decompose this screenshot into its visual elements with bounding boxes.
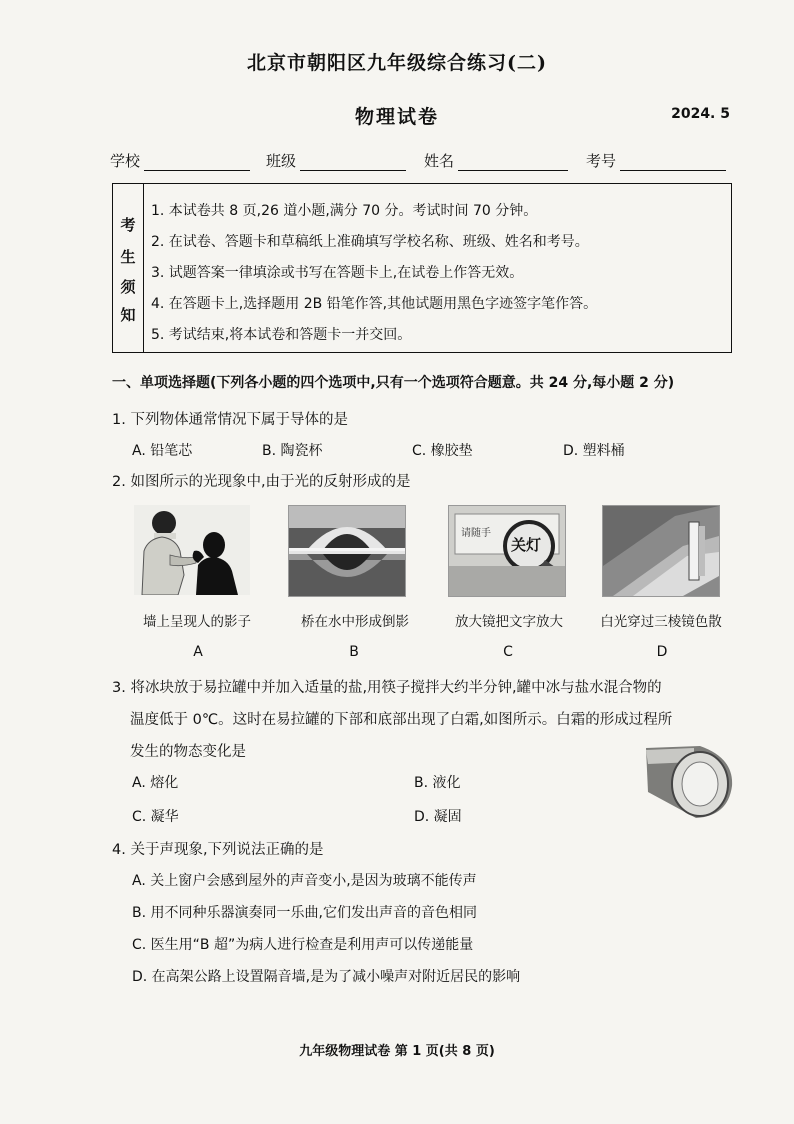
notice-item: 1. 本试卷共 8 页,26 道小题,满分 70 分。考试时间 70 分钟。 — [151, 203, 538, 219]
name-label: 姓名 — [424, 152, 455, 170]
notice-box — [112, 183, 732, 353]
caption-b: 桥在水中形成倒影 — [301, 614, 409, 630]
caption-c: 放大镜把文字放大 — [455, 614, 563, 630]
q1-option-b[interactable]: B. 陶瓷杯 — [262, 443, 323, 459]
notice-item: 3. 试题答案一律填涂或书写在答题卡上,在试卷上作答无效。 — [151, 265, 524, 281]
question-4-stem: 4. 关于声现象,下列说法正确的是 — [112, 842, 324, 858]
q2-option-d[interactable]: D — [656, 644, 668, 660]
section-heading: 一、单项选择题(下列各小题的四个选项中,只有一个选项符合题意。共 24 分,每小题 2 分) — [112, 375, 675, 391]
q3-option-a[interactable]: A. 熔化 — [132, 775, 179, 791]
student-info-row — [110, 150, 730, 174]
caption-d: 白光穿过三棱镜色散 — [600, 614, 722, 630]
notice-item: 2. 在试卷、答题卡和草稿纸上准确填写学校名称、班级、姓名和考号。 — [151, 234, 589, 250]
exam-date: 2024. 5 — [671, 106, 730, 122]
q2-option-b[interactable]: B — [349, 644, 359, 660]
shadow-photo — [134, 505, 250, 595]
q2-option-c[interactable]: C — [503, 644, 513, 660]
notice-item: 4. 在答题卡上,选择题用 2B 铅笔作答,其他试题用黑色字迹签字笔作答。 — [151, 296, 598, 312]
bridge-photo — [288, 505, 406, 597]
question-3-stem-line2: 温度低于 0℃。这时在易拉罐的下部和底部出现了白霜,如图所示。白霜的形成过程所 — [130, 712, 673, 728]
sign-magnified-text: 关灯 — [511, 536, 542, 554]
question-3-stem-line1: 3. 将冰块放于易拉罐中并加入适量的盐,用筷子搅拌大约半分钟,罐中冰与盐水混合物的 — [112, 680, 662, 696]
exam-no-field[interactable] — [620, 170, 726, 171]
frosted-can-photo — [644, 738, 736, 820]
school-field[interactable] — [144, 170, 250, 171]
q4-option-b[interactable]: B. 用不同种乐器演奏同一乐曲,它们发出声音的音色相同 — [132, 905, 477, 921]
notice-heading: 考 生 须 知 — [113, 184, 144, 352]
sign-small-text: 请随手 — [461, 528, 491, 539]
magnifier-photo — [448, 505, 566, 597]
question-1-stem: 1. 下列物体通常情况下属于导体的是 — [112, 412, 348, 428]
question-2-stem: 2. 如图所示的光现象中,由于光的反射形成的是 — [112, 474, 411, 490]
q1-option-a[interactable]: A. 铅笔芯 — [132, 443, 193, 459]
page-footer: 九年级物理试卷 第 1 页(共 8 页) — [299, 1044, 495, 1059]
exam-subtitle: 物理试卷 — [354, 106, 439, 128]
notice-list — [151, 196, 597, 351]
q4-option-a[interactable]: A. 关上窗户会感到屋外的声音变小,是因为玻璃不能传声 — [132, 873, 477, 889]
class-field[interactable] — [300, 170, 406, 171]
notice-item: 5. 考试结束,将本试卷和答题卡一并交回。 — [151, 327, 412, 343]
q3-option-b[interactable]: B. 液化 — [414, 775, 461, 791]
q1-option-c[interactable]: C. 橡胶垫 — [412, 443, 473, 459]
question-3-stem-line3: 发生的物态变化是 — [130, 744, 246, 760]
q4-option-d[interactable]: D. 在高架公路上设置隔音墙,是为了减小噪声对附近居民的影响 — [132, 969, 521, 985]
q1-option-d[interactable]: D. 塑料桶 — [563, 443, 625, 459]
q3-option-d[interactable]: D. 凝固 — [414, 809, 462, 825]
exam-title: 北京市朝阳区九年级综合练习(二) — [247, 52, 547, 74]
q4-option-c[interactable]: C. 医生用“B 超”为病人进行检查是利用声可以传递能量 — [132, 937, 474, 953]
name-field[interactable] — [458, 170, 568, 171]
exam-no-label: 考号 — [586, 152, 617, 170]
prism-photo — [602, 505, 720, 597]
class-label: 班级 — [266, 152, 297, 170]
q3-option-c[interactable]: C. 凝华 — [132, 809, 179, 825]
q2-option-a[interactable]: A — [193, 644, 203, 660]
school-label: 学校 — [110, 152, 141, 170]
caption-a: 墙上呈现人的影子 — [143, 614, 251, 630]
